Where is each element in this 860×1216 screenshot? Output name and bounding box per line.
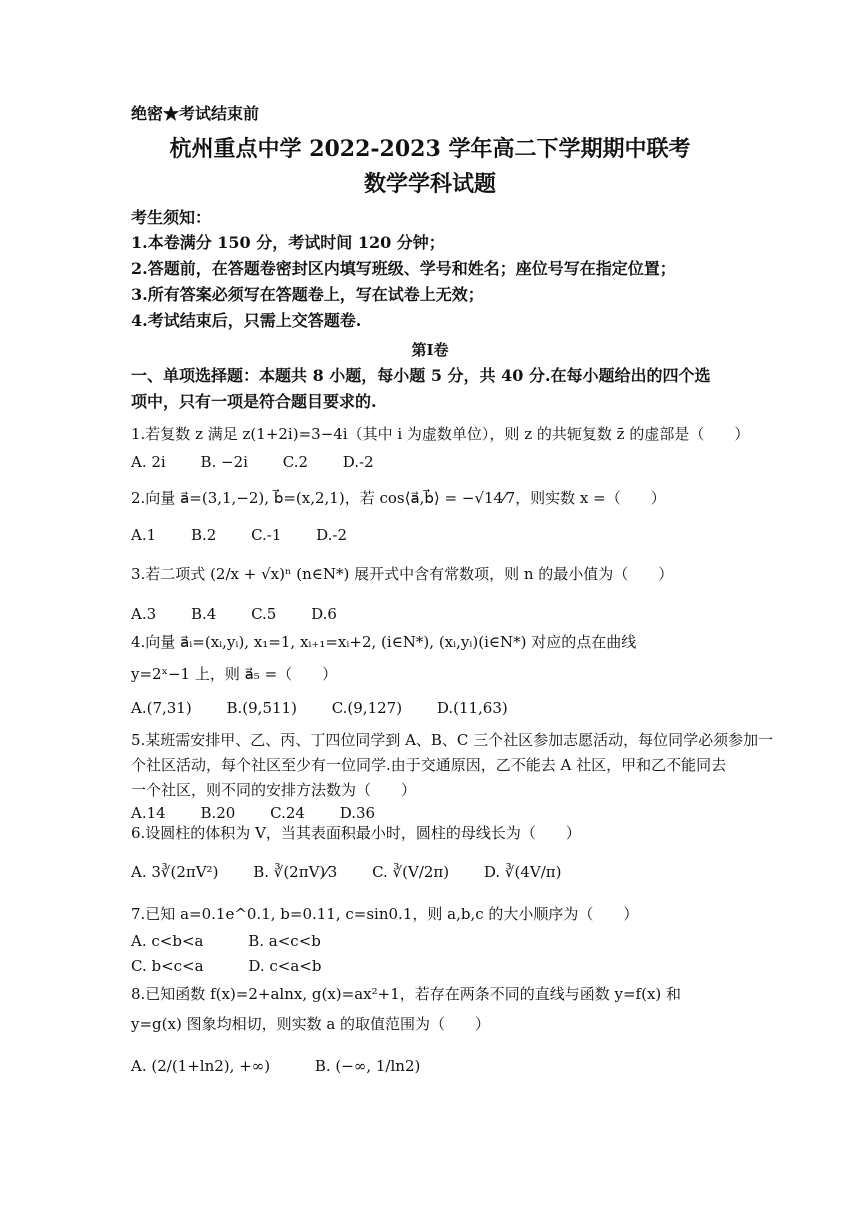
option-a: A. c<b<a (131, 932, 204, 950)
volume-label: 第Ⅰ卷 (411, 341, 449, 359)
notice-item: 1.本卷满分 150 分，考试时间 120 分钟； (131, 233, 445, 252)
option-b: B. −2i (200, 453, 248, 471)
question-7-options-row2 (131, 956, 351, 976)
option-c: C.-1 (251, 526, 282, 544)
question-4-stem: 4.向量 a⃗ᵢ=(xᵢ,yᵢ), x₁=1, xᵢ₊₁=xᵢ+2, (i∈N*), (xᵢ,yᵢ)(i∈N*) 对应的点在曲线 (131, 633, 637, 651)
option-b: B.2 (190, 526, 217, 544)
option-d: D.6 (311, 605, 337, 623)
option-c: C. b<c<a (131, 957, 204, 975)
option-b: B.(9,511) (226, 699, 297, 717)
question-4-options (131, 698, 538, 718)
notice-item: 2.答题前，在答题卷密封区内填写班级、学号和姓名；座位号写在指定位置； (131, 259, 676, 278)
question-2-stem: 2.向量 a⃗=(3,1,−2), b⃗=(x,2,1)，若 cos⟨a⃗,b⃗⟩ = −√14⁄7，则实数 x =（ ） (131, 489, 666, 507)
question-1-stem: 1.若复数 z 满足 z(1+2i)=3−4i（其中 i 为虚数单位），则 z 的共轭复数 z̄ 的虚部是（ ） (131, 425, 750, 443)
option-b: B. ∛(2πV)⁄3 (253, 863, 338, 881)
question-3-options (131, 604, 367, 624)
option-c: C.(9,127) (331, 699, 403, 717)
option-d: D.-2 (342, 453, 374, 471)
notice-heading: 考生须知： (131, 208, 212, 227)
option-c: C.5 (251, 605, 277, 623)
option-a: A. 3∛(2πV²) (131, 863, 219, 881)
option-d: D.36 (339, 804, 376, 822)
question-2-options (131, 525, 377, 545)
question-7-options-row1 (131, 931, 351, 951)
confidential-tag: 绝密★考试结束前 (131, 104, 260, 123)
section-heading-cont: 项中，只有一项是符合题目要求的. (131, 392, 377, 411)
option-b: B. (−∞, 1/ln2) (314, 1057, 421, 1075)
option-d: D.-2 (316, 526, 348, 544)
question-8-stem: 8.已知函数 f(x)=2+alnx, g(x)=ax²+1，若存在两条不同的直线与函数 y=f(x) 和 (131, 985, 682, 1003)
option-a: A.3 (131, 605, 157, 623)
question-5-options (131, 803, 405, 823)
option-a: A.14 (131, 804, 166, 822)
question-8-stem-cont: y=g(x) 图象均相切，则实数 a 的取值范围为（ ） (131, 1015, 491, 1033)
option-a: A.(7,31) (131, 699, 192, 717)
option-c: C. ∛(V/2π) (372, 863, 450, 881)
question-3-stem: 3.若二项式 (2/x + √x)ⁿ (n∈N*) 展开式中含有常数项，则 n 的最小值为（ ） (131, 565, 674, 583)
question-5-stem-cont: 个社区活动，每个社区至少有一位同学.由于交通原因，乙不能去 A 社区，甲和乙不能同去 (131, 756, 727, 774)
section-heading: 一、单项选择题：本题共 8 小题，每小题 5 分，共 40 分.在每小题给出的四个选 (131, 366, 711, 385)
option-b: B.20 (200, 804, 236, 822)
option-b: B.4 (190, 605, 217, 623)
option-a: A. (2/(1+ln2), +∞) (131, 1057, 271, 1075)
question-4-stem-cont: y=2ˣ−1 上，则 a⃗₅ =（ ） (131, 665, 338, 683)
option-c: C.2 (282, 453, 309, 471)
question-1-options (131, 452, 404, 472)
option-c: C.24 (270, 804, 305, 822)
question-5-stem: 5.某班需安排甲、乙、丙、丁四位同学到 A、B、C 三个社区参加志愿活动，每位同学必须参加一 (131, 731, 774, 749)
option-a: A.1 (131, 526, 157, 544)
question-5-stem-cont: 一个社区，则不同的安排方法数为（ ） (131, 781, 417, 799)
option-a: A. 2i (131, 453, 166, 471)
exam-subtitle: 数学学科试题 (363, 171, 496, 197)
question-6-stem: 6.设圆柱的体积为 V，当其表面积最小时，圆柱的母线长为（ ） (131, 824, 581, 842)
question-7-stem: 7.已知 a=0.1e^0.1, b=0.11, c=sin0.1，则 a,b,c 的大小顺序为（ ） (131, 905, 639, 923)
option-d: D.(11,63) (436, 699, 508, 717)
option-d: D. ∛(4V/π) (483, 863, 562, 881)
option-b: B. a<c<b (248, 932, 321, 950)
question-8-options (131, 1056, 450, 1076)
question-6-options (131, 862, 591, 882)
exam-title: 杭州重点中学 2022-2023 学年高二下学期期中联考 (169, 136, 691, 162)
option-d: D. c<a<b (248, 957, 322, 975)
notice-item: 4.考试结束后，只需上交答题卷. (131, 311, 362, 330)
notice-item: 3.所有答案必须写在答题卷上，写在试卷上无效； (131, 285, 484, 304)
